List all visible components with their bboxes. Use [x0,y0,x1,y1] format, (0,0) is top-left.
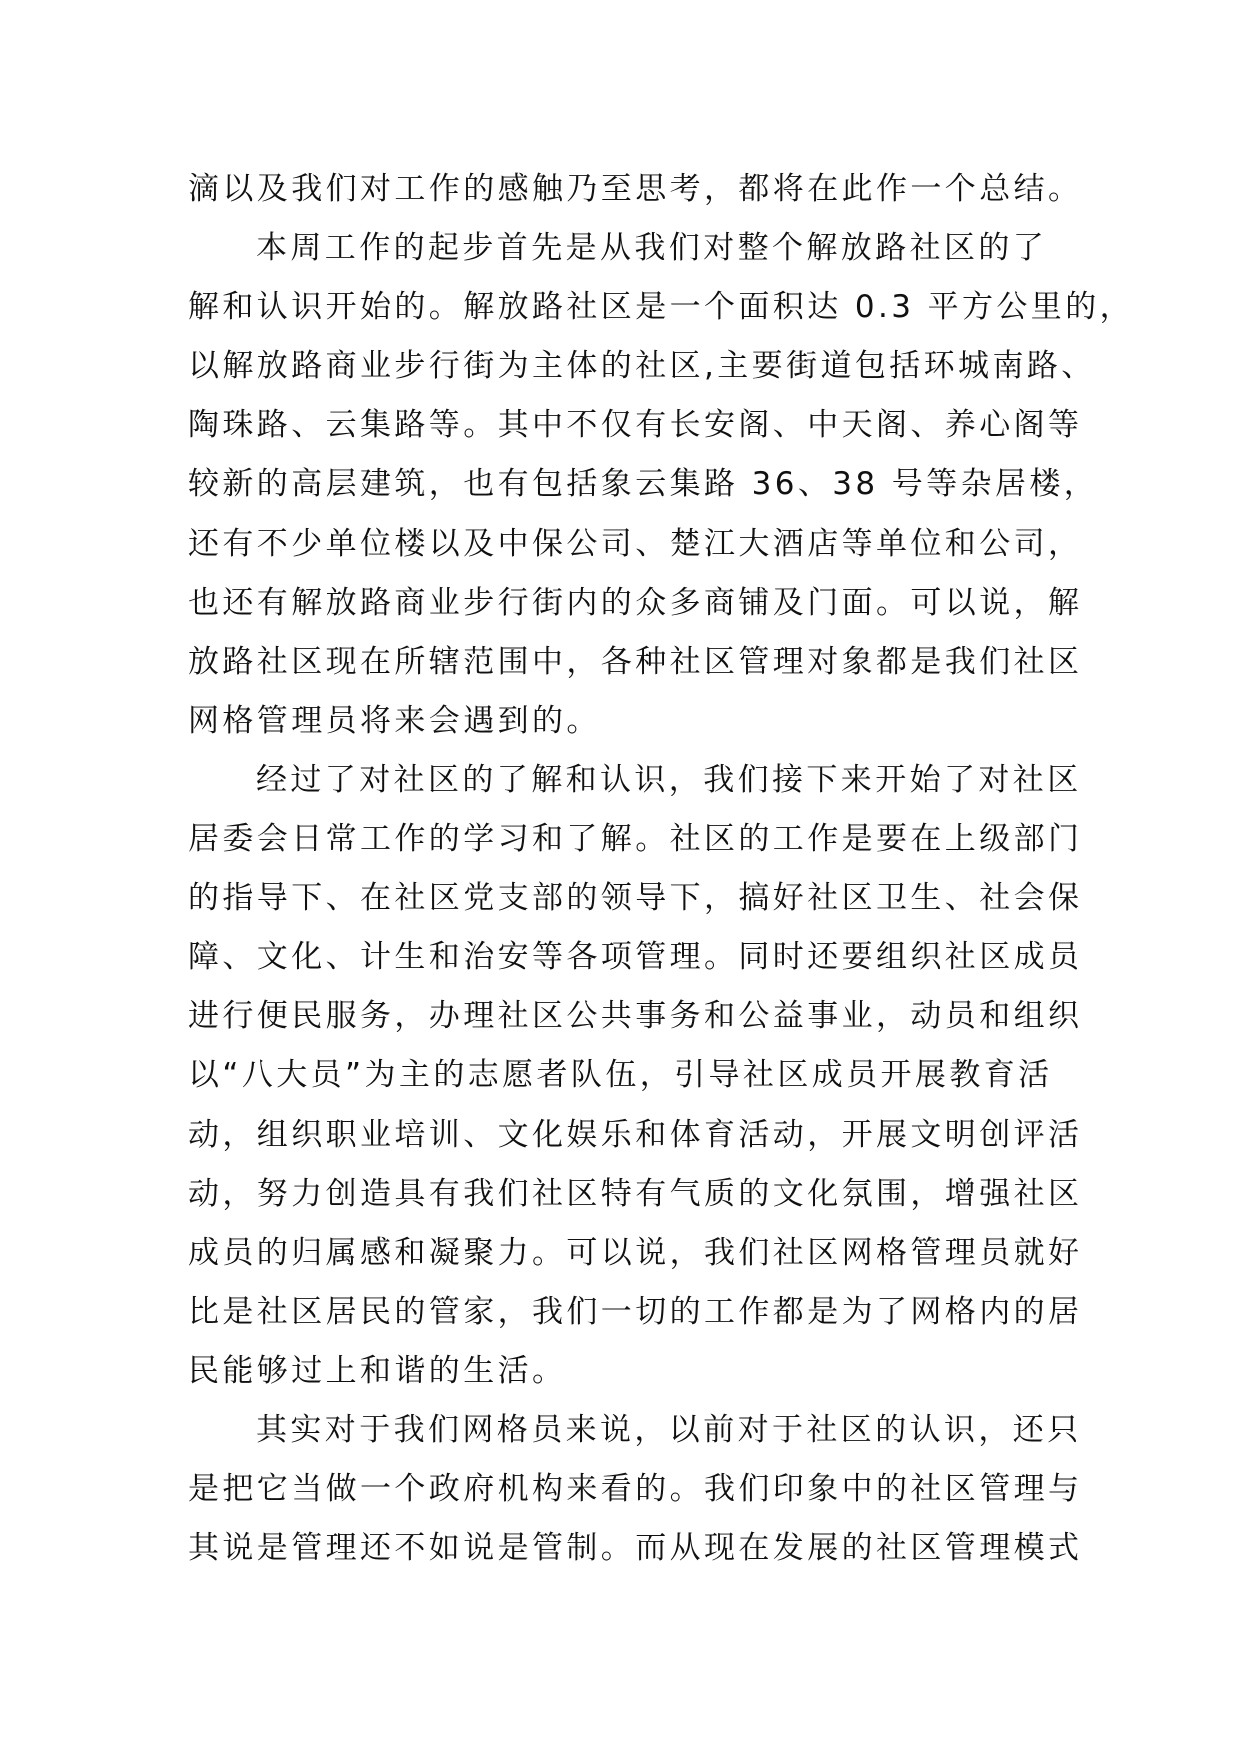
paragraph-start-line: 本周工作的起步首先是从我们对整个解放路社区的了 [256,230,1048,267]
text-line: 滴以及我们对工作的感触乃至思考，都将在此作一个总结。 [188,171,1083,207]
text-line: 放路社区现在所辖范围中，各种社区管理对象都是我们社区 [188,643,1083,680]
text-line: 其说是管理还不如说是管制。而从现在发展的社区管理模式 [188,1530,1083,1567]
text-line: 是把它当做一个政府机构来看的。我们印象中的社区管理与 [188,1471,1083,1508]
text-line: 进行便民服务，办理社区公共事务和公益事业，动员和组织 [188,998,1083,1035]
text-line: 动，组织职业培训、文化娱乐和体育活动，开展文明创评活 [188,1116,1083,1153]
paragraph-start-line: 经过了对社区的了解和认识，我们接下来开始了对社区 [256,761,1082,798]
text-line: 以解放路商业步行街为主体的社区,主要街道包括环城南路、 [188,348,1096,385]
text-line: 解和认识开始的。解放路社区是一个面积达 0.3 平方公里的， [188,289,1135,326]
text-line: 陶珠路、云集路等。其中不仅有长安阁、中天阁、养心阁等 [188,407,1083,444]
text-line: 较新的高层建筑，也有包括象云集路 36、38 号等杂居楼， [188,466,1099,503]
paragraph-start-line: 其实对于我们网格员来说，以前对于社区的认识，还只 [256,1411,1082,1448]
text-line: 成员的归属感和凝聚力。可以说，我们社区网格管理员就好 [188,1234,1083,1271]
text-line: 比是社区居民的管家，我们一切的工作都是为了网格内的居 [188,1293,1083,1330]
text-line: 还有不少单位楼以及中保公司、楚江大酒店等单位和公司， [188,525,1083,562]
text-line: 以“八大员”为主的志愿者队伍，引导社区成员开展教育活 [188,1057,1053,1094]
text-line: 居委会日常工作的学习和了解。社区的工作是要在上级部门 [188,821,1083,858]
text-line: 民能够过上和谐的生活。 [188,1352,567,1389]
text-line: 的指导下、在社区党支部的领导下，搞好社区卫生、社会保 [188,880,1083,917]
text-line: 障、文化、计生和治安等各项管理。同时还要组织社区成员 [188,939,1083,976]
text-line: 网格管理员将来会遇到的。 [188,702,601,739]
text-line: 动，努力创造具有我们社区特有气质的文化氛围，增强社区 [188,1175,1083,1212]
text-line: 也还有解放路商业步行街内的众多商铺及门面。可以说，解 [188,584,1083,621]
body-text [188,160,1135,1578]
